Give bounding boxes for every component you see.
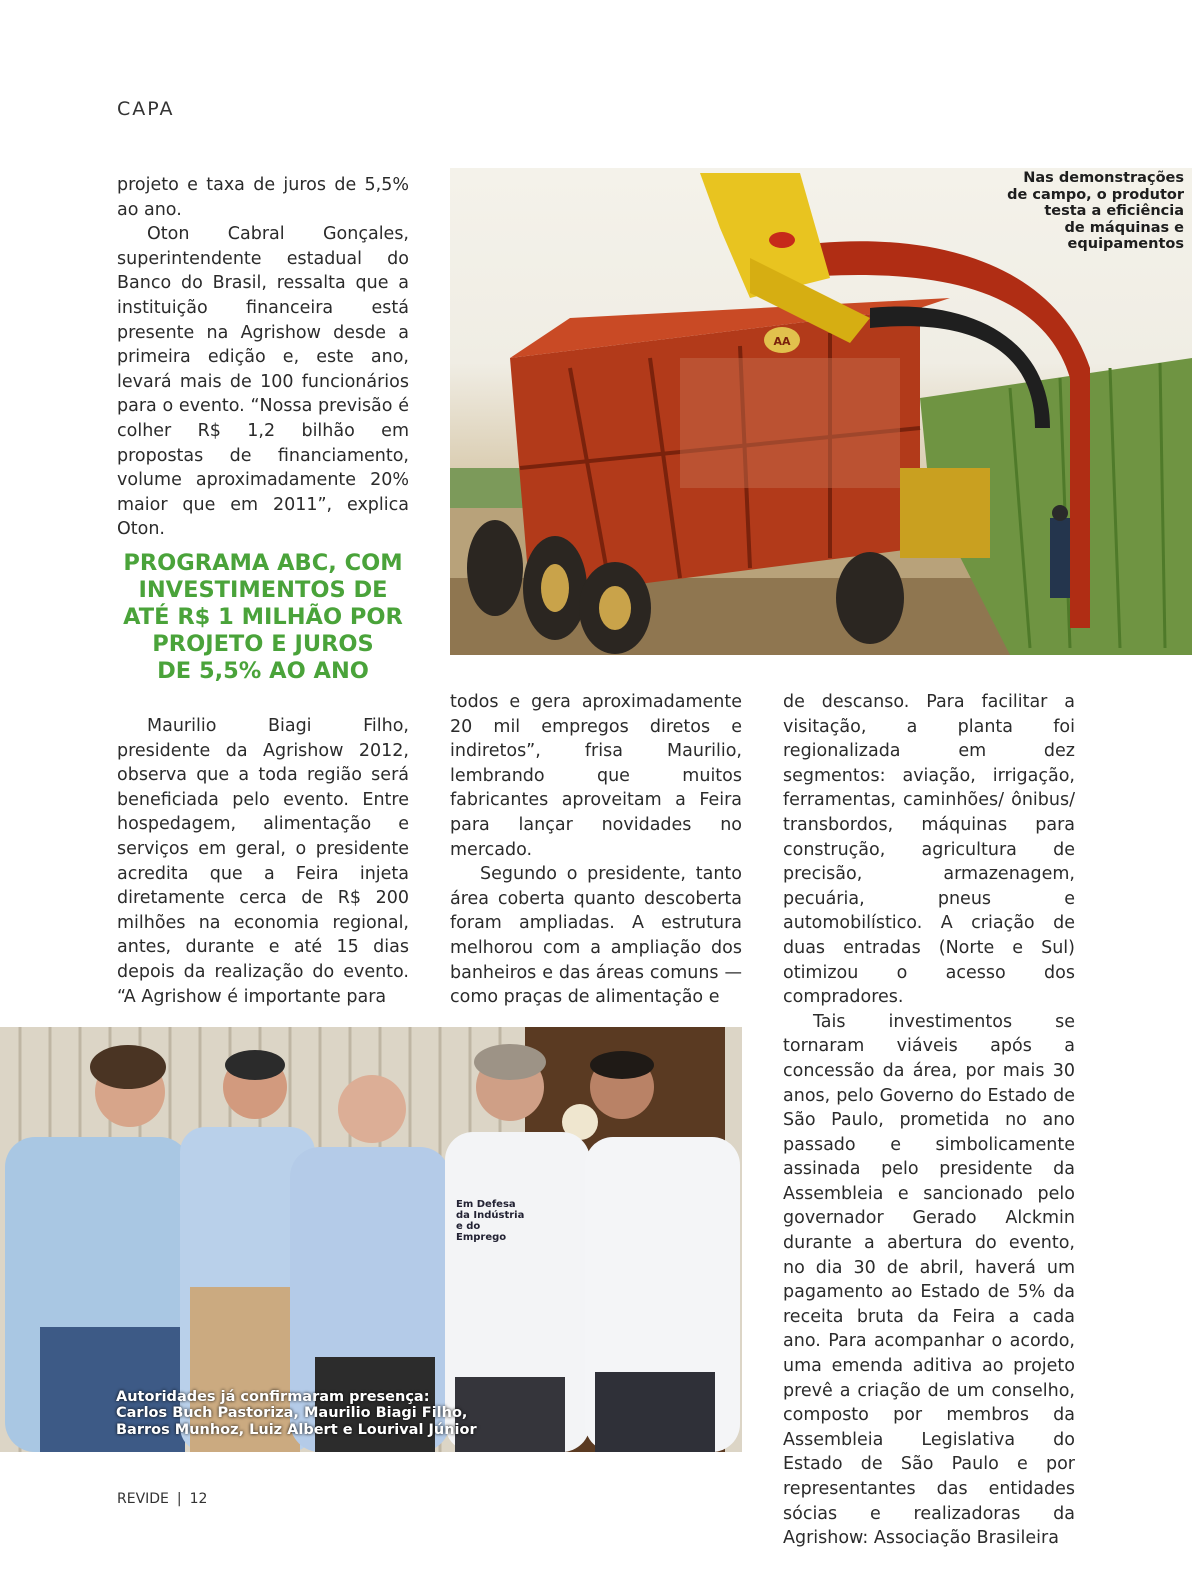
article-column-2 (450, 690, 742, 1010)
paragraph: projeto e taxa de juros de 5,5% ao ano. (117, 175, 409, 220)
photo-caption-bottom (116, 1389, 536, 1439)
paragraph: Oton Cabral Gonçales, superintendente estadual do Banco do Brasil, ressalta que a instituição financeira está presente na Agrishow desde a primeira edição e, este ano, levará mais de 100 funcionários para o evento. “Nossa previsão é colher R$ 1,2 bilhão em propostas de financiamento, volume aproximadamente 20% maior que em 2011”, explica Oton. (117, 224, 409, 540)
paragraph: Segundo o presidente, tanto área coberta quanto descoberta foram ampliadas. A estrutura melhorou com a ampliação dos banheiros e das áreas comuns — como praças de alimentação e (450, 864, 742, 1008)
paragraph: todos e gera aproximadamente 20 mil empregos diretos e indiretos”, frisa Maurilio, lembrando que muitos fabricantes aproveitam a Feira para lançar novidades no mercado. (450, 692, 742, 860)
caption-line: equipamentos (1067, 236, 1184, 252)
article-column-1-bottom (117, 714, 409, 1009)
magazine-name: REVIDE (117, 1491, 169, 1507)
shirt-print-line: e do (456, 1221, 481, 1232)
harvester-photo (450, 168, 1192, 655)
group-photo (0, 1027, 742, 1452)
caption-line: Carlos Buch Pastoriza, Maurilio Biagi Filho, (116, 1405, 468, 1421)
paragraph: de descanso. Para facilitar a visitação, a planta foi regionalizada em dez segmentos: aviação, irrigação, ferramentas, caminhões/ ônibus/ transbordos, máquinas para construção, agricultura de precisão, armazenagem, pecuária, pneus e automobilístico. A criação de duas entradas (Norte e Sul) otimizou o acesso dos compradores. (783, 692, 1075, 1008)
photo-caption-top (984, 170, 1184, 253)
caption-line: Barros Munhoz, Luiz Albert e Lourival Júnior (116, 1421, 477, 1438)
page-number: 12 (189, 1491, 208, 1507)
footer-separator: | (176, 1491, 182, 1507)
shirt-print-line: Em Defesa (456, 1199, 516, 1210)
shirt-print-line: da Indústria (456, 1210, 525, 1221)
caption-line: testa a eficiência (1044, 203, 1184, 219)
paragraph: Maurilio Biagi Filho, presidente da Agrishow 2012, observa que a toda região será beneficiada pelo evento. Entre hospedagem, alimentação e serviços em geral, o presidente acredita que a Feira injeta diretamente cerca de R$ 200 milhões na economia regional, antes, durante e até 15 dias depois da realização do evento. “A Agrishow é importante para (117, 716, 409, 1007)
pull-quote (110, 550, 416, 685)
caption-line: Nas demonstrações (1023, 170, 1184, 186)
caption-line: de campo, o produtor (1007, 186, 1184, 203)
wagon-logo: AA (773, 335, 791, 348)
pull-quote-line: INVESTIMENTOS DE (138, 577, 388, 603)
shirt-print (456, 1199, 526, 1243)
shirt-print-line: Emprego (456, 1232, 507, 1243)
page-footer (117, 1491, 207, 1507)
pull-quote-line: PROJETO E JUROS (152, 631, 374, 657)
article-column-3 (783, 690, 1075, 1551)
pull-quote-line: DE 5,5% AO ANO (157, 658, 369, 684)
pull-quote-line: PROGRAMA ABC, COM (123, 550, 403, 576)
caption-line: de máquinas e (1064, 219, 1184, 236)
paragraph: Tais investimentos se tornaram viáveis após a concessão da área, por mais 30 anos, pelo Governo do Estado de São Paulo, prometida no ano passado e simbolicamente assinada pelo presidente da Assembleia e sancionado pelo governador Gerado Alckmin durante a abertura do evento, no dia 30 de abril, haverá um pagamento ao Estado de 5% da receita bruta da Feira a cada ano. Para acompanhar o acordo, uma emenda aditiva ao projeto prevê a criação de um conselho, composto por membros da Assembleia Legislativa do Estado de São Paulo e por representantes das entidades sócias e realizadoras da Agrishow: Associação Brasileira (783, 1011, 1075, 1549)
section-label: CAPA (117, 98, 175, 120)
article-column-1-top (117, 173, 409, 542)
pull-quote-line: ATÉ R$ 1 MILHÃO POR (123, 604, 403, 630)
caption-line: Autoridades já confirmaram presença: (116, 1388, 430, 1405)
